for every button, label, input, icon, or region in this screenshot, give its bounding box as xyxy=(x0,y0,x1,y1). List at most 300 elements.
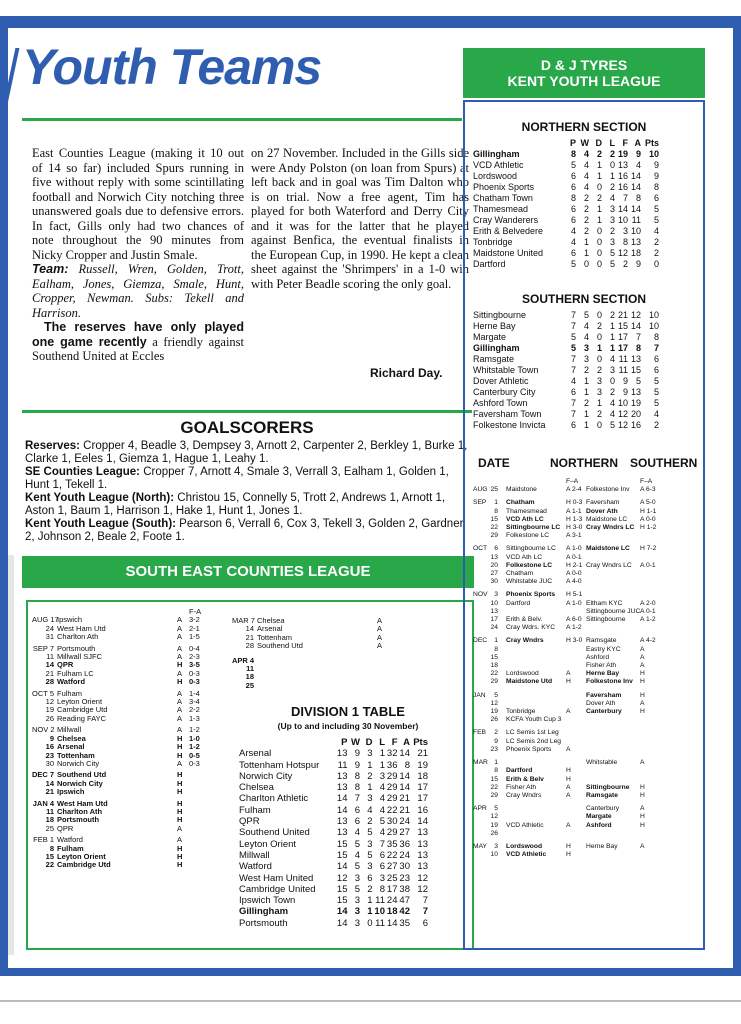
kyl-southern-opponent: Folkestone Inv xyxy=(586,486,630,494)
league-cell: 10 xyxy=(648,149,659,159)
kyl-northern-result: A xyxy=(566,745,571,753)
table-cell: 12 xyxy=(417,872,428,884)
kyl-southern-opponent: Maidstone LC xyxy=(586,515,628,523)
league-team: Maidstone United xyxy=(473,248,544,258)
kyl-northern-result xyxy=(566,716,586,724)
kyl-northern-result xyxy=(566,830,586,838)
fixture-score: 1-5 xyxy=(189,632,200,642)
team-list: Russell, Wren, Golden, Trott, Ealham, Jones, Giemza, Smale, Hunt, Cropper, Newman. Subs: Tekell and Harrison. xyxy=(32,262,244,320)
kyl-fixture-row xyxy=(473,562,660,570)
league-cell: 5 xyxy=(635,376,641,386)
kyl-northern-opponent: Phoenix Sports xyxy=(506,745,552,753)
table-cell: 6 xyxy=(367,872,373,884)
league-cell: 6 xyxy=(570,420,576,430)
kyl-fixture-month xyxy=(473,792,487,800)
league-cell: 4 xyxy=(653,409,659,419)
fixture-row xyxy=(232,673,389,681)
league-header-cell: D xyxy=(595,138,602,148)
kyl-northern-result: A 0-1 xyxy=(566,553,582,561)
fixture-venue: A xyxy=(377,624,383,634)
kyl-northern-opponent: Sittingbourne LC xyxy=(506,545,556,553)
kyl-fixture-day: 22 xyxy=(490,670,498,678)
table-cell: 15 xyxy=(336,883,348,895)
fixture-row xyxy=(232,617,389,625)
league-cell: 1 xyxy=(596,160,602,170)
league-cell: 14 xyxy=(630,321,641,331)
league-header-cell: L xyxy=(609,138,615,148)
fixture-row xyxy=(32,861,213,869)
kyl-fixture-month xyxy=(473,562,487,570)
goalscorer-label: Kent Youth League (North): xyxy=(25,492,175,504)
league-cell: 0 xyxy=(596,354,602,364)
fixture-date: 19 xyxy=(45,705,54,715)
goalscorer-row xyxy=(25,466,475,492)
table-cell: 14 xyxy=(336,917,348,929)
kyl-banner-line1: D & J TYRES xyxy=(540,57,628,73)
fixture-row xyxy=(232,665,389,673)
fixture-score xyxy=(189,825,213,833)
league-cell: 8 xyxy=(653,332,659,342)
kyl-fixture-day: 19 xyxy=(490,708,498,716)
league-cell: 3 xyxy=(609,215,615,225)
table-cell: 14 xyxy=(336,906,348,918)
kyl-fixture-row xyxy=(473,524,660,532)
fixture-opponent xyxy=(257,673,377,681)
fixture-score: 3-5 xyxy=(189,660,200,670)
top-border xyxy=(0,16,741,28)
table-cell: 17 xyxy=(417,793,428,805)
fixture-score: 3-2 xyxy=(189,615,200,625)
fixture-opponent: Charlton Ath xyxy=(57,632,99,642)
fixture-date: 15 xyxy=(45,851,54,861)
northern-section-title: NORTHERN SECTION xyxy=(521,120,647,134)
table-team: Fulham xyxy=(239,804,271,816)
league-cell: 9 xyxy=(635,259,641,269)
table-team: Watford xyxy=(239,861,272,873)
kyl-fixture-day: 22 xyxy=(490,524,498,532)
kyl-southern-opponent xyxy=(586,554,640,562)
kyl-fixture-month xyxy=(473,670,487,678)
table-row xyxy=(239,895,428,906)
league-row xyxy=(473,237,659,248)
league-cell: 11 xyxy=(618,365,628,375)
kyl-northern-opponent: Cray Wndrs xyxy=(506,637,544,645)
fixture-venue: H xyxy=(177,798,183,808)
league-team: Ashford Town xyxy=(473,398,528,408)
kyl-fixture-day: 15 xyxy=(490,515,498,523)
league-cell: 0 xyxy=(596,226,602,236)
table-cell: 29 xyxy=(386,782,398,794)
league-cell: 13 xyxy=(630,237,641,247)
league-cell: 10 xyxy=(648,321,659,331)
goalscorer-row xyxy=(25,440,475,466)
league-cell: 17 xyxy=(617,332,628,342)
kyl-fixture-day: 18 xyxy=(490,662,498,670)
kyl-southern-opponent: Cray Wndrs LC xyxy=(586,561,632,569)
table-cell: 38 xyxy=(399,883,410,895)
kyl-fixture-month xyxy=(473,578,487,586)
fixture-date: DEC 7 xyxy=(32,770,55,780)
fixture-date: 23 xyxy=(45,750,54,760)
kyl-southern-opponent: Ashford xyxy=(586,653,610,661)
table-row xyxy=(239,816,428,827)
fixture-date: 31 xyxy=(45,632,54,642)
kyl-fixture-month xyxy=(473,608,487,616)
kyl-fixture-day: 8 xyxy=(494,507,498,515)
kyl-fixture-day: 30 xyxy=(490,578,498,586)
kyl-banner-line2: KENT YOUTH LEAGUE xyxy=(507,73,661,89)
league-row xyxy=(473,420,659,431)
kyl-fixture-row xyxy=(473,670,660,678)
kyl-fixture-month xyxy=(473,600,487,608)
league-cell: 9 xyxy=(622,387,628,397)
kyl-southern-result xyxy=(640,729,660,737)
table-cell: 11 xyxy=(337,759,348,771)
kyl-southern-result: H 7-2 xyxy=(640,545,657,553)
article-column-1 xyxy=(32,146,244,364)
fixture-row xyxy=(32,788,213,796)
fixture-opponent: Watford xyxy=(57,677,86,687)
table-row xyxy=(239,839,428,850)
table-cell: 15 xyxy=(336,895,348,907)
table-cell: 5 xyxy=(367,827,373,839)
kyl-northern-opponent xyxy=(506,759,566,767)
kyl-fixture-row xyxy=(473,646,660,654)
fixture-date: 25 xyxy=(245,680,254,690)
goalscorer-label: Reserves: xyxy=(25,440,80,452)
kyl-fixture-day: 5 xyxy=(494,691,498,699)
table-cell: 25 xyxy=(386,872,398,884)
fixture-opponent: Reading FAYC xyxy=(57,713,107,723)
kyl-northern-result: A 1-1 xyxy=(566,507,582,515)
kyl-northern-opponent: Erith & Belv. xyxy=(506,616,543,624)
table-cell: 4 xyxy=(354,849,360,861)
kyl-fixture-row xyxy=(473,851,660,859)
fixture-row xyxy=(32,633,213,641)
fixture-date: 18 xyxy=(245,672,254,682)
kyl-southern-result: A 0-1 xyxy=(640,607,656,615)
kyl-southern-opponent xyxy=(586,624,640,632)
fixture-score xyxy=(189,853,213,861)
table-cell: 14 xyxy=(386,917,398,929)
secl-fixtures-left xyxy=(32,608,213,870)
league-team: Sittingbourne xyxy=(473,310,527,320)
league-cell: 5 xyxy=(570,343,576,353)
table-cell: 8 xyxy=(404,759,410,771)
league-cell: 14 xyxy=(630,171,641,181)
table-cell: 24 xyxy=(399,816,410,828)
table-cell: 29 xyxy=(386,770,398,782)
table-cell: 5 xyxy=(354,861,360,873)
fixture-venue: H xyxy=(177,860,183,870)
kyl-fixture-row xyxy=(473,554,660,562)
fa-label: F-A xyxy=(189,607,202,616)
table-cell: 29 xyxy=(386,793,398,805)
fixture-date: 18 xyxy=(45,815,54,825)
kyl-fixture-month: AUG xyxy=(473,486,488,494)
kyl-fixture-row xyxy=(473,499,660,507)
kyl-fixture-month xyxy=(473,654,487,662)
kyl-northern-result: A 1-2 xyxy=(566,624,582,632)
fixture-opponent: Leyton Orient xyxy=(57,851,106,861)
fixture-date: 11 xyxy=(46,806,54,816)
fixture-score: 2-1 xyxy=(189,623,200,633)
kyl-northern-result: A xyxy=(566,670,571,678)
fixture-venue: H xyxy=(177,815,183,825)
goalscorer-names: Christou 15, Connelly 5, Trott 2, Andrews 1, Arnott 1, Aston 1, Baum 1, Harrison 1, Hake 1, Hunt 1, Jones 1. xyxy=(25,492,446,517)
fixture-row xyxy=(232,634,389,642)
fixture-date: 9 xyxy=(49,733,54,743)
fixture-opponent: West Ham Utd xyxy=(57,798,108,808)
table-cell: 29 xyxy=(386,827,398,839)
league-row xyxy=(473,171,659,182)
fixture-opponent: Charlton Ath xyxy=(57,806,103,816)
kyl-northern-opponent xyxy=(506,700,566,708)
kyl-fixture-row xyxy=(473,692,660,700)
division-table-subtitle: (Up to and including 30 November) xyxy=(277,721,419,731)
table-cell: 13 xyxy=(336,770,348,782)
kyl-southern-result xyxy=(640,746,660,754)
league-cell: 9 xyxy=(653,171,659,181)
kyl-fixture-day: 6 xyxy=(494,545,498,553)
kyl-southern-opponent: Ramsgate xyxy=(586,637,617,645)
kyl-southern-opponent: Sittingbourne JUC xyxy=(586,607,641,615)
kyl-fixture-row xyxy=(473,662,660,670)
fixture-date: 14 xyxy=(45,778,54,788)
kyl-fixture-month xyxy=(473,678,487,686)
kyl-northern-opponent: Folkestone LC xyxy=(506,532,550,540)
table-cell: 3 xyxy=(354,917,360,929)
fixture-score: 0-3 xyxy=(189,677,200,687)
league-team: Folkestone Invicta xyxy=(473,420,546,430)
kyl-fixture-row xyxy=(473,532,660,540)
edge-mark xyxy=(8,48,16,118)
kyl-southern-result xyxy=(640,767,660,775)
table-cell: 22 xyxy=(386,849,398,861)
league-cell: 4 xyxy=(583,182,589,192)
table-row xyxy=(239,805,428,816)
kyl-fixture-month: NOV xyxy=(473,591,488,599)
table-cell: 3 xyxy=(367,793,373,805)
league-cell: 3 xyxy=(596,387,602,397)
kyl-northern-result xyxy=(566,700,586,708)
league-cell: 10 xyxy=(648,310,659,320)
kyl-fixture-month xyxy=(473,813,487,821)
kyl-northern-opponent: Whitstable JUC xyxy=(506,578,553,586)
kyl-fixture-day: 27 xyxy=(490,570,498,578)
kyl-fixture-row xyxy=(473,637,660,645)
kyl-fixture-month xyxy=(473,532,487,540)
table-cell: 32 xyxy=(386,748,398,760)
kyl-fixture-month: APR xyxy=(473,805,487,813)
fixture-venue: H xyxy=(177,733,183,743)
kyl-southern-opponent xyxy=(586,851,640,859)
kyl-fixture-day: 20 xyxy=(490,561,498,569)
league-cell: 2 xyxy=(583,226,589,236)
kyl-northern-result xyxy=(566,805,586,813)
date-header: DATE xyxy=(478,456,510,470)
league-cell: 2 xyxy=(583,204,589,214)
league-cell: 2 xyxy=(596,149,602,159)
league-team: Gillingham xyxy=(473,149,520,159)
fixture-venue: H xyxy=(177,742,183,752)
table-cell: 2 xyxy=(367,816,373,828)
league-row xyxy=(473,365,659,376)
league-header-cell: F xyxy=(622,138,628,148)
fixture-score: 1-3 xyxy=(189,713,200,723)
fixture-date: AUG 17 xyxy=(32,615,59,625)
goalscorers-title: GOALSCORERS xyxy=(180,418,314,437)
kyl-southern-result: H xyxy=(640,691,645,699)
league-cell: 0 xyxy=(583,259,589,269)
kyl-fixture-month xyxy=(473,524,487,532)
kyl-northern-opponent: Cray Wndrs xyxy=(506,791,542,799)
goalscorer-names: Cropper 7, Arnott 4, Smale 3, Verrall 3, Ealham 1, Golden 1, Hunt 1, Tekell 1. xyxy=(25,466,449,491)
table-cell: 9 xyxy=(354,748,360,760)
table-team: Norwich City xyxy=(239,770,293,782)
table-row xyxy=(239,782,428,793)
kyl-southern-opponent xyxy=(586,591,640,599)
kyl-northern-opponent xyxy=(506,662,566,670)
kyl-northern-opponent: KCFA Youth Cup 3 xyxy=(506,716,562,724)
kyl-northern-result: H 5-1 xyxy=(566,591,583,599)
league-cell: 1 xyxy=(583,387,589,397)
table-cell: 2 xyxy=(367,883,373,895)
kyl-northern-opponent: LC Semis 1st Leg xyxy=(506,729,559,737)
table-team: West Ham United xyxy=(239,872,314,884)
fixture-row xyxy=(232,642,389,650)
table-cell: 35 xyxy=(386,838,398,850)
kyl-fixture-day: 17 xyxy=(490,616,498,624)
league-cell: 4 xyxy=(609,193,615,203)
fixture-score xyxy=(189,780,213,788)
fixture-score: 2-3 xyxy=(189,652,200,662)
table-cell: 1 xyxy=(367,759,373,771)
fixture-date: 14 xyxy=(245,624,254,634)
kyl-fixture-day: 13 xyxy=(490,553,498,561)
league-row xyxy=(473,193,659,204)
kyl-northern-opponent: Sittingbourne LC xyxy=(506,524,561,532)
table-header-team xyxy=(239,737,335,748)
league-cell: 1 xyxy=(596,204,602,214)
table-cell: 14 xyxy=(336,861,348,873)
league-cell: 1 xyxy=(583,237,589,247)
league-cell: 12 xyxy=(617,248,628,258)
kyl-fixture-row xyxy=(473,591,660,599)
kyl-fixture-row xyxy=(473,792,660,800)
table-cell: 4 xyxy=(379,804,385,816)
kyl-southern-opponent xyxy=(586,830,640,838)
kyl-northern-opponent: Maidstone xyxy=(506,486,537,494)
table-header-cell: D xyxy=(365,737,373,748)
team-line xyxy=(32,262,244,320)
kyl-southern-opponent xyxy=(586,570,640,578)
league-cell: 5 xyxy=(653,387,659,397)
fixture-venue xyxy=(377,657,389,665)
kyl-northern-opponent: Lordswood xyxy=(506,670,539,678)
league-team: Thamesmead xyxy=(473,204,529,214)
league-cell: 5 xyxy=(583,310,589,320)
kyl-northern-result: A 3-1 xyxy=(566,532,582,540)
table-cell: 16 xyxy=(417,804,428,816)
fixture-venue: H xyxy=(177,677,183,687)
league-cell: 1 xyxy=(609,321,615,331)
table-cell: 7 xyxy=(379,838,385,850)
fixtures-fa-header xyxy=(473,478,660,486)
kyl-fixture-day: 23 xyxy=(490,745,498,753)
reserves-rest: a friendly against Southend United at Eccles xyxy=(32,334,244,363)
fixture-opponent: QPR xyxy=(57,823,74,833)
page-edge-line xyxy=(0,1000,741,1002)
league-team: Faversham Town xyxy=(473,409,542,419)
league-cell: 5 xyxy=(609,248,615,258)
kyl-northern-result: A 1-0 xyxy=(566,545,582,553)
league-cell: 0 xyxy=(596,248,602,258)
league-row xyxy=(473,204,659,215)
league-cell: 0 xyxy=(596,310,602,320)
table-cell: 1 xyxy=(379,759,385,771)
table-team: Portsmouth xyxy=(239,917,288,929)
table-cell: 13 xyxy=(417,827,428,839)
kyl-fixture-month: MAY xyxy=(473,842,487,850)
league-cell: 1 xyxy=(596,398,602,408)
kyl-fixture-day: 3 xyxy=(494,842,498,850)
kyl-fixture-day: 8 xyxy=(494,645,498,653)
table-cell: 13 xyxy=(336,816,348,828)
fixture-venue xyxy=(377,665,389,673)
kyl-northern-opponent xyxy=(506,646,566,654)
league-row xyxy=(473,354,659,365)
table-cell: 24 xyxy=(399,849,410,861)
kyl-fixture-month: MAR xyxy=(473,759,488,767)
kyl-northern-opponent xyxy=(506,608,566,616)
southern-header: SOUTHERN xyxy=(630,456,698,470)
secl-banner: SOUTH EAST COUNTIES LEAGUE xyxy=(22,556,474,588)
team-label: Team: xyxy=(32,262,69,276)
fa-gap-2 xyxy=(487,478,506,486)
kyl-fixture-row xyxy=(473,545,660,553)
kyl-fixture-row xyxy=(473,678,660,686)
kyl-southern-result xyxy=(640,716,660,724)
table-cell: 30 xyxy=(399,861,410,873)
kyl-southern-result xyxy=(640,591,660,599)
kyl-southern-opponent: Herne Bay xyxy=(586,842,618,850)
league-team: Gillingham xyxy=(473,343,520,353)
table-cell: 8 xyxy=(354,770,360,782)
table-cell: 10 xyxy=(374,906,385,918)
kyl-northern-opponent xyxy=(506,805,566,813)
league-cell: 8 xyxy=(653,182,659,192)
kyl-northern-result: H 3-0 xyxy=(566,637,583,645)
league-cell: 2 xyxy=(609,149,615,159)
table-cell: 3 xyxy=(379,872,385,884)
kyl-northern-opponent: Tonbridge xyxy=(506,708,536,716)
fixture-venue xyxy=(377,673,389,681)
fixture-date: JAN 4 xyxy=(32,798,54,808)
fixture-venue: A xyxy=(377,641,383,651)
league-cell: 1 xyxy=(583,248,589,258)
table-cell: 5 xyxy=(379,816,385,828)
league-cell: 13 xyxy=(630,354,641,364)
kyl-northern-opponent: Chatham xyxy=(506,570,534,578)
fixture-venue: A xyxy=(177,823,183,833)
kyl-fixture-day: 19 xyxy=(490,821,498,829)
fixture-venue: A xyxy=(377,616,383,625)
kyl-banner xyxy=(463,48,705,98)
fixture-opponent: Portsmouth xyxy=(57,643,96,653)
kyl-southern-opponent: Faversham xyxy=(586,691,622,699)
league-cell: 2 xyxy=(609,310,615,320)
